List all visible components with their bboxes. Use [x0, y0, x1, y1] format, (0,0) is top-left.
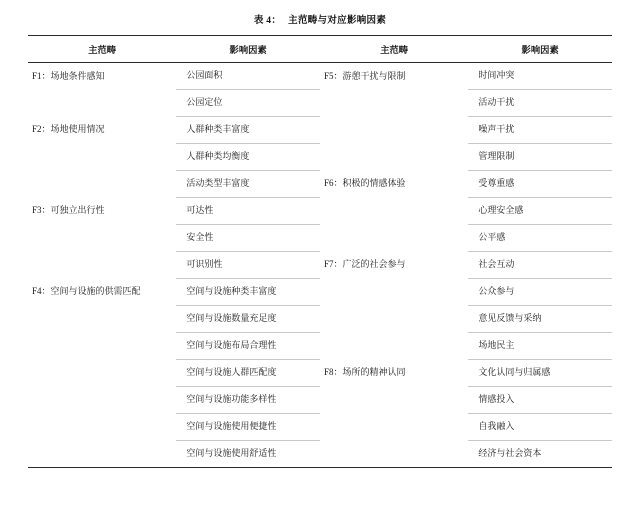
main-category-cell-right: F5：游憩干扰与限制: [323, 70, 406, 81]
table-header-row: [28, 36, 612, 63]
main-category-cell-right: F6：积极的情感体验: [323, 178, 406, 189]
influence-factor-cell-right: 受尊重感: [468, 171, 612, 198]
main-category-cell-left: [28, 225, 176, 252]
influence-factor-cell-right: 意见反馈与采纳: [468, 306, 612, 333]
influence-factor-cell-right: 经济与社会资本: [478, 448, 542, 459]
influence-factor-cell-right: 自我融入: [468, 414, 612, 441]
main-category-cell-left: [28, 171, 176, 198]
main-category-cell-right: [320, 279, 468, 306]
table-row: [28, 144, 612, 171]
main-category-cell-left: F1：场地条件感知: [32, 70, 105, 81]
table-caption: [28, 12, 612, 26]
influence-factor-cell-left: 安全性: [176, 225, 320, 252]
influence-factor-cell-left: 空间与设施数量充足度: [176, 306, 320, 333]
table-row: [28, 117, 612, 144]
main-category-cell-left: [28, 144, 176, 171]
main-category-cell-left: [28, 414, 176, 441]
main-category-cell-left: F2：场地使用情况: [32, 124, 105, 135]
table-row: [28, 279, 612, 306]
main-category-cell-left: [28, 441, 176, 468]
influence-factor-cell-left: 空间与设施种类丰富度: [176, 279, 320, 306]
column-header-influence-factor-right: 影响因素: [468, 36, 612, 63]
influence-factor-cell-left: 空间与设施人群匹配度: [176, 360, 320, 387]
main-category-cell-right: [320, 306, 468, 333]
table-bottom-rule: [28, 467, 612, 468]
influence-factor-cell-right: 社会互动: [468, 252, 612, 279]
main-category-cell-right: [320, 90, 468, 117]
table-row: [28, 360, 612, 387]
influence-factor-cell-left: 空间与设施使用舒适性: [186, 448, 277, 459]
main-category-cell-left: F3：可独立出行性: [32, 205, 105, 216]
main-category-cell-right: [320, 225, 468, 252]
influence-factor-cell-right: 场地民主: [468, 333, 612, 360]
table-caption-number: 表 4：: [253, 16, 282, 26]
main-category-cell-left: [28, 252, 176, 279]
table-row: [28, 387, 612, 414]
table-row: [28, 306, 612, 333]
column-header-main-category-left: 主范畴: [28, 36, 176, 63]
main-table: [28, 35, 612, 467]
table-row: [28, 225, 612, 252]
influence-factor-cell-left: 活动类型丰富度: [176, 171, 320, 198]
column-header-main-category-right: 主范畴: [320, 36, 468, 63]
influence-factor-cell-left: 可达性: [176, 198, 320, 225]
influence-factor-cell-left: 公园面积: [176, 63, 320, 90]
table-row: [28, 252, 612, 279]
influence-factor-cell-right: 时间冲突: [468, 63, 612, 90]
influence-factor-cell-left: 空间与设施使用便捷性: [176, 414, 320, 441]
influence-factor-cell-left: 可识别性: [176, 252, 320, 279]
main-category-cell-left: [28, 306, 176, 333]
influence-factor-cell-right: 公众参与: [468, 279, 612, 306]
table-row: [28, 63, 612, 90]
main-category-cell-right: [320, 198, 468, 225]
main-category-cell-left: [28, 387, 176, 414]
table-row: [28, 90, 612, 117]
main-category-cell-right: [320, 117, 468, 144]
table-row: [28, 414, 612, 441]
table-header: [28, 36, 612, 63]
table-row: [28, 198, 612, 225]
influence-factor-cell-left: 人群种类丰富度: [176, 117, 320, 144]
table-body: [28, 63, 612, 468]
influence-factor-cell-right: 情感投入: [468, 387, 612, 414]
table-row: [28, 333, 612, 360]
influence-factor-cell-right: 活动干扰: [468, 90, 612, 117]
influence-factor-cell-right: 噪声干扰: [468, 117, 612, 144]
main-category-cell-left: F4：空间与设施的供需匹配: [32, 286, 141, 297]
table-caption-text: 主范畴与对应影响因素: [288, 16, 387, 26]
main-category-cell-right: F8：场所的精神认同: [323, 367, 406, 378]
main-category-cell-left: [28, 360, 176, 387]
main-category-cell-right: [320, 144, 468, 171]
main-category-cell-right: [320, 414, 468, 441]
influence-factor-cell-left: 公园定位: [176, 90, 320, 117]
table-row: [28, 441, 612, 468]
influence-factor-cell-right: 管理限制: [468, 144, 612, 171]
influence-factor-cell-left: 人群种类均衡度: [176, 144, 320, 171]
influence-factor-cell-right: 公平感: [468, 225, 612, 252]
main-category-cell-right: [320, 333, 468, 360]
main-category-cell-right: F7：广泛的社会参与: [323, 259, 406, 270]
influence-factor-cell-left: 空间与设施功能多样性: [176, 387, 320, 414]
main-category-cell-right: [320, 441, 468, 468]
column-header-influence-factor-left: 影响因素: [176, 36, 320, 63]
main-category-cell-left: [28, 333, 176, 360]
influence-factor-cell-right: 文化认同与归属感: [468, 360, 612, 387]
table-row: [28, 171, 612, 198]
influence-factor-cell-right: 心理安全感: [468, 198, 612, 225]
influence-factor-cell-left: 空间与设施布局合理性: [176, 333, 320, 360]
main-category-cell-right: [320, 387, 468, 414]
main-category-cell-left: [28, 90, 176, 117]
